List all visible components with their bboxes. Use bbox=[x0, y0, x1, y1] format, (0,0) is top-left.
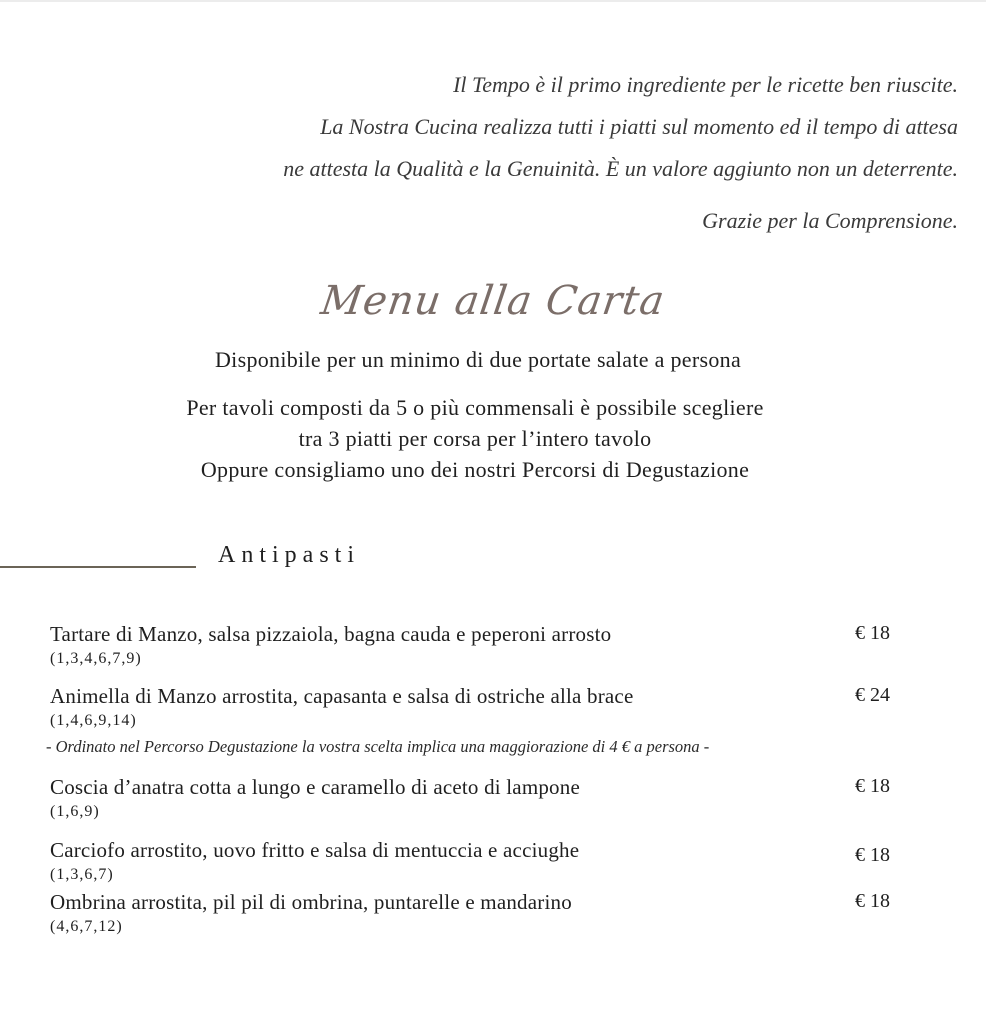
supplement-note: - Ordinato nel Percorso Degustazione la vostra scelta implica una maggiorazione di 4 € a persona - bbox=[46, 737, 710, 756]
menu-subtitle: Disponibile per un minimo di due portate salate a persona bbox=[214, 347, 742, 372]
menu-note-line: Per tavoli composti da 5 o più commensali è possibile scegliere bbox=[186, 395, 764, 420]
menu-item-name: Ombrina arrostita, pil pil di ombrina, puntarelle e mandarino bbox=[50, 890, 572, 914]
menu-note-line: Oppure consigliamo uno dei nostri Percorsi di Degustazione bbox=[200, 457, 750, 482]
menu-item-allergens: (1,3,6,7) bbox=[50, 866, 114, 883]
intro-line: Il Tempo è il primo ingrediente per le ricette ben riuscite. bbox=[453, 72, 958, 97]
page-top-divider bbox=[0, 0, 986, 2]
menu-item-allergens: (4,6,7,12) bbox=[50, 918, 123, 935]
menu-title: Menu alla Carta bbox=[318, 278, 668, 324]
intro-note bbox=[58, 64, 958, 242]
menu-item-price: € 18 bbox=[855, 622, 890, 644]
menu-item-allergens: (1,3,4,6,7,9) bbox=[50, 650, 142, 667]
intro-line: ne attesta la Qualità e la Genuinità. È un valore aggiunto non un deterrente. bbox=[283, 156, 958, 181]
menu-item-name: Coscia d’anatra cotta a lungo e caramello di aceto di lampone bbox=[50, 775, 580, 799]
menu-note-line: tra 3 piatti per corsa per l’intero tavolo bbox=[298, 426, 652, 451]
section-title-antipasti: Antipasti bbox=[218, 542, 360, 568]
menu-item-price: € 24 bbox=[855, 684, 890, 706]
menu-item-price: € 18 bbox=[855, 890, 890, 912]
menu-item-name: Animella di Manzo arrostita, capasanta e salsa di ostriche alla brace bbox=[50, 684, 634, 708]
intro-line: La Nostra Cucina realizza tutti i piatti sul momento ed il tempo di attesa bbox=[320, 114, 958, 139]
menu-item-allergens: (1,6,9) bbox=[50, 803, 100, 820]
menu-item-price: € 18 bbox=[855, 844, 890, 866]
menu-notes bbox=[0, 392, 950, 485]
intro-thanks: Grazie per la Comprensione. bbox=[702, 208, 958, 233]
section-divider bbox=[0, 566, 196, 568]
menu-item-allergens: (1,4,6,9,14) bbox=[50, 712, 137, 729]
menu-item-name: Tartare di Manzo, salsa pizzaiola, bagna cauda e peperoni arrosto bbox=[50, 622, 612, 646]
menu-item-price: € 18 bbox=[855, 775, 890, 797]
menu-item-name: Carciofo arrostito, uovo fritto e salsa di mentuccia e acciughe bbox=[50, 838, 580, 862]
